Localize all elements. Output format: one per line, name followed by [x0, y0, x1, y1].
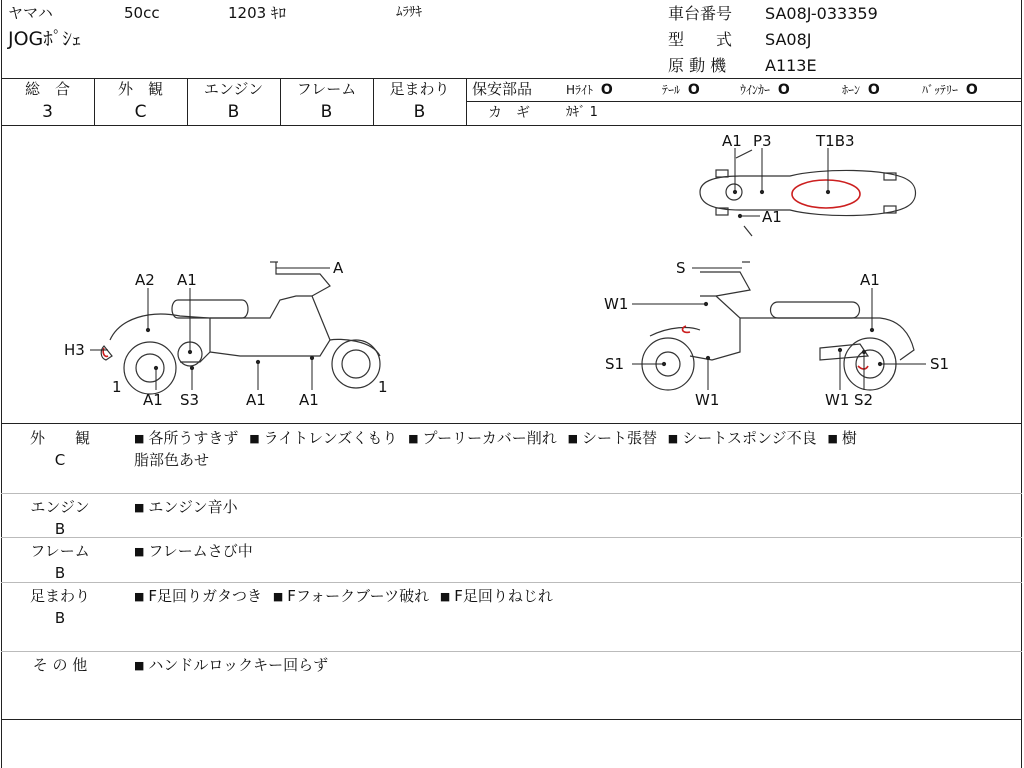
diagram-label: W1 — [695, 391, 720, 409]
section-label-suspension — [0, 586, 120, 630]
maker: ヤマハ — [8, 4, 53, 22]
comment-item: 樹 — [841, 429, 857, 447]
section-grade: B — [54, 563, 66, 582]
grade-label-exterior: 外 観 — [117, 80, 163, 98]
model-code: SA08J — [765, 30, 812, 49]
safety-item-mark: O — [687, 82, 700, 98]
damage-diagram — [0, 126, 1024, 422]
section-items-suspension: ■ F足回りガタつき ■ Fフォークブーツ破れ ■ F足回りねじれ — [134, 587, 553, 605]
grade-row-top — [1, 78, 1022, 79]
diagram-label: A1 — [860, 271, 880, 289]
safety-item-mark: O — [965, 82, 978, 98]
section-items-engine: ■ エンジン音小 — [134, 498, 238, 516]
safety-row-divider — [466, 101, 1022, 102]
scooter-top-view-icon — [700, 150, 916, 236]
key-label: カ ギ — [488, 105, 530, 121]
damage-mark-seat — [792, 180, 860, 208]
comment-item: ハンドルロックキー回らず — [148, 656, 329, 674]
diagram-label: A1 — [722, 132, 742, 150]
safety-item-mark: O — [867, 82, 880, 98]
model-code-label: 型 式 — [668, 30, 733, 49]
safety-item-mark: O — [600, 82, 613, 98]
diagram-label: A1 — [177, 271, 197, 289]
section-grade: B — [54, 519, 66, 538]
diagram-label: W1 — [604, 295, 629, 313]
safety-item-mark: O — [777, 82, 790, 98]
section-grade: C — [54, 450, 66, 469]
grade-value-overall: 3 — [42, 102, 53, 122]
section-divider-2 — [1, 537, 1022, 538]
diagram-label: T1B3 — [816, 132, 855, 150]
body-color: ﾑﾗｻｷ — [396, 5, 422, 20]
safety-item-name: Hﾗｲﾄ — [566, 83, 594, 97]
mileage: 1203 ｷﾛ — [228, 4, 286, 22]
section-items-frame: ■ フレームさび中 — [134, 542, 253, 560]
section-divider-1 — [1, 493, 1022, 494]
diagram-label: S3 — [180, 391, 200, 409]
comment-item: F足回りガタつき — [148, 587, 263, 605]
section-title: 外 観 — [29, 429, 90, 447]
comment-item: F足回りねじれ — [454, 587, 553, 605]
grade-value-engine: B — [227, 102, 240, 122]
diagram-label: H3 — [64, 341, 85, 359]
grade-value-exterior: C — [134, 102, 147, 122]
comment-item: エンジン音小 — [148, 498, 238, 516]
grade-value-suspension: B — [413, 102, 426, 122]
safety-item-headlight — [566, 83, 613, 97]
comment-item: プーリーカバー削れ — [422, 429, 557, 447]
section-items-exterior: ■ 各所うすきず ■ ライトレンズくもり ■ プーリーカバー削れ ■ シート張替 ■ シートスポンジ不良 ■ 樹 脂部色あせ — [134, 428, 1018, 472]
sections-top — [1, 423, 1022, 424]
diagram-label: A1 — [246, 391, 266, 409]
diagram-label: S1 — [605, 355, 625, 373]
safety-item-name: ｳｲﾝｶｰ — [740, 83, 771, 97]
safety-item-name: ﾎｰﾝ — [842, 83, 861, 97]
section-title: 足まわり — [29, 587, 90, 605]
engine-code: A113E — [765, 56, 817, 75]
section-title: フレーム — [30, 542, 90, 560]
comment-item: フレームさび中 — [148, 542, 253, 560]
model-name: JOGﾎﾟｼｪ — [8, 28, 82, 50]
section-label-engine — [0, 497, 120, 541]
grade-value-frame: B — [320, 102, 333, 122]
comment-item: シート張替 — [581, 429, 657, 447]
comment-item: 各所うすきず — [148, 429, 239, 447]
safety-item-winker — [740, 83, 790, 97]
section-divider-3 — [1, 582, 1022, 583]
safety-item-name: ﾊﾞｯﾃﾘｰ — [922, 83, 959, 97]
comment-item: Fフォークブーツ破れ — [287, 587, 430, 605]
safety-item-name: ﾃｰﾙ — [662, 83, 681, 97]
displacement: 50cc — [124, 4, 160, 22]
diagram-label: W1 — [825, 391, 850, 409]
diagram-label: A2 — [135, 271, 155, 289]
section-title: そ の 他 — [32, 656, 88, 674]
grade-label-engine: エンジン — [203, 80, 264, 98]
section-items-other: ■ ハンドルロックキー回らず — [134, 656, 329, 674]
grade-divider-5 — [466, 78, 467, 126]
section-label-other — [0, 655, 120, 677]
comment-item: 脂部色あせ — [134, 450, 210, 469]
section-title: エンジン — [30, 498, 90, 516]
diagram-label: A1 — [299, 391, 319, 409]
diagram-label: A1 — [762, 208, 782, 226]
section-grade: B — [54, 608, 66, 627]
diagram-label: P3 — [753, 132, 772, 150]
grade-label-frame: フレーム — [296, 80, 357, 98]
engine-label: 原 動 機 — [668, 56, 727, 75]
key-value: ｶｷﾞ 1 — [566, 105, 598, 120]
grade-label-suspension: 足まわり — [389, 80, 450, 98]
frame-no: SA08J-033359 — [765, 4, 878, 23]
sections-bottom — [1, 719, 1022, 720]
diagram-label: S — [676, 259, 686, 277]
section-label-frame — [0, 541, 120, 585]
diagram-label: A — [333, 259, 344, 277]
frame-no-label: 車台番号 — [668, 4, 733, 23]
section-label-exterior — [0, 428, 120, 472]
damage-mark-rear — [858, 366, 868, 369]
comment-item: ライトレンズくもり — [263, 429, 398, 447]
grade-label-overall: 総 合 — [24, 80, 70, 98]
safety-item-horn — [842, 83, 880, 97]
diagram-label: 1 — [378, 378, 388, 396]
diagram-label: S2 — [854, 391, 874, 409]
diagram-label: A1 — [143, 391, 163, 409]
diagram-label: 1 — [112, 378, 122, 396]
safety-label: 保安部品 — [472, 80, 533, 98]
safety-item-battery — [922, 83, 978, 97]
comment-item: シートスポンジ不良 — [682, 429, 817, 447]
safety-item-tail — [662, 83, 700, 97]
section-divider-4 — [1, 651, 1022, 652]
diagram-label: S1 — [930, 355, 950, 373]
